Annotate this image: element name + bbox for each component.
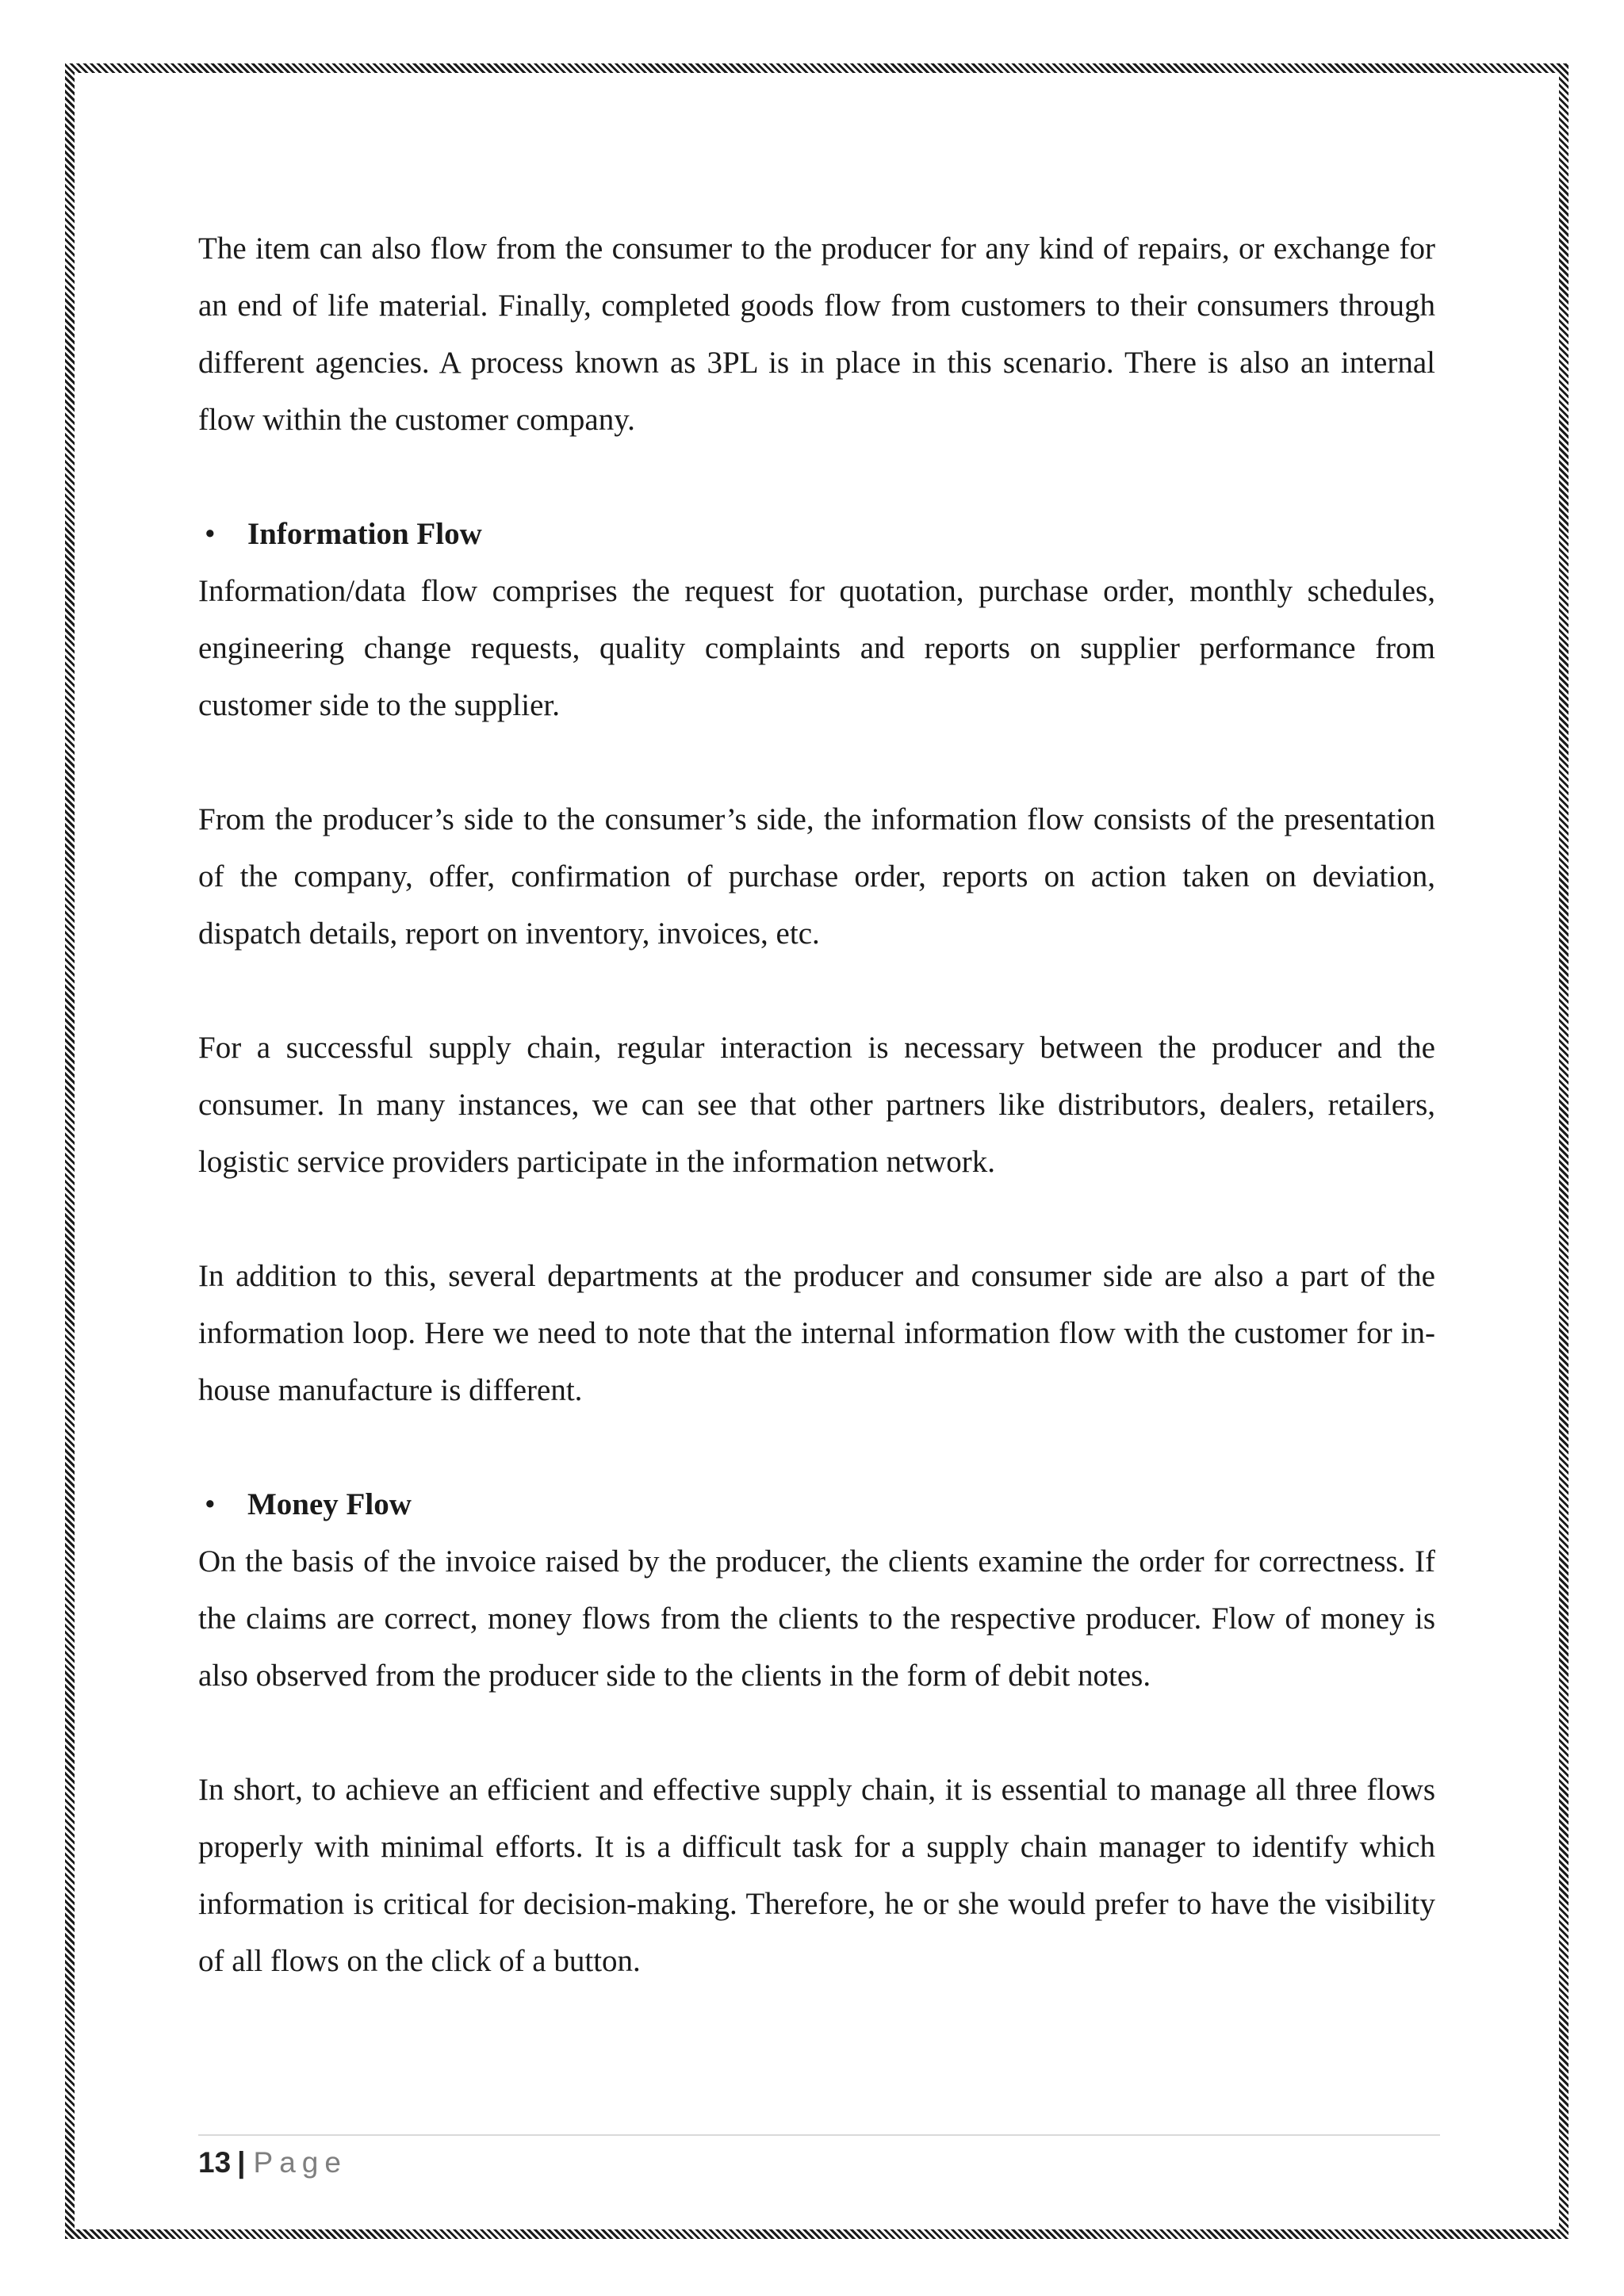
page-number: 13 [198,2146,232,2179]
footer-separator: | [237,2146,246,2179]
page-label: Page [253,2146,347,2179]
information-flow-heading-text: Information Flow [247,517,482,551]
footer-divider [198,2134,1440,2136]
information-flow-heading [198,506,1435,563]
information-flow-paragraph-2: From the producer’s side to the consumer’s side, the information flow consists of the presentation of the company, offer, confirmation of purchase order, reports on action taken on deviation, dispatch details, report on inventory, invoices, etc. [198,802,1435,951]
document-body [198,220,1435,2047]
information-flow-paragraph-4: In addition to this, several departments at the producer and consumer side are also a part of the information loop. Here we need to note that the internal information flow with the customer for in-house manufacture is different. [198,1259,1435,1407]
money-flow-paragraph-2: In short, to achieve an efficient and effective supply chain, it is essential to manage all three flows properly with minimal efforts. It is a difficult task for a supply chain manager to identify which information is critical for decision-making. Therefore, he or she would prefer to have the visibility of all flows on the click of a button. [198,1773,1435,1978]
intro-paragraph: The item can also flow from the consumer to the producer for any kind of repairs, or exchange for an end of life material. Finally, completed goods flow from customers to their consumers through different agencies. A process known as 3PL is in place in this scenario. There is also an internal flow within the customer company. [198,232,1435,437]
money-flow-paragraph-1: On the basis of the invoice raised by the producer, the clients examine the order for correctness. If the claims are correct, money flows from the clients to the respective producer. Flow of money is also observed from the producer side to the clients in the form of debit notes. [198,1544,1435,1693]
money-flow-heading-text: Money Flow [247,1487,412,1521]
page-footer [198,2139,347,2187]
bullet-icon: • [205,1487,216,1521]
money-flow-heading [198,1476,1435,1533]
information-flow-paragraph-1: Information/data flow comprises the request for quotation, purchase order, monthly schedules, engineering change requests, quality complaints and reports on supplier performance from customer side to the supplier. [198,574,1435,722]
information-flow-paragraph-3: For a successful supply chain, regular interaction is necessary between the producer and the consumer. In many instances, we can see that other partners like distributors, dealers, retailers, logistic service providers participate in the information network. [198,1031,1435,1179]
bullet-icon: • [205,517,216,551]
